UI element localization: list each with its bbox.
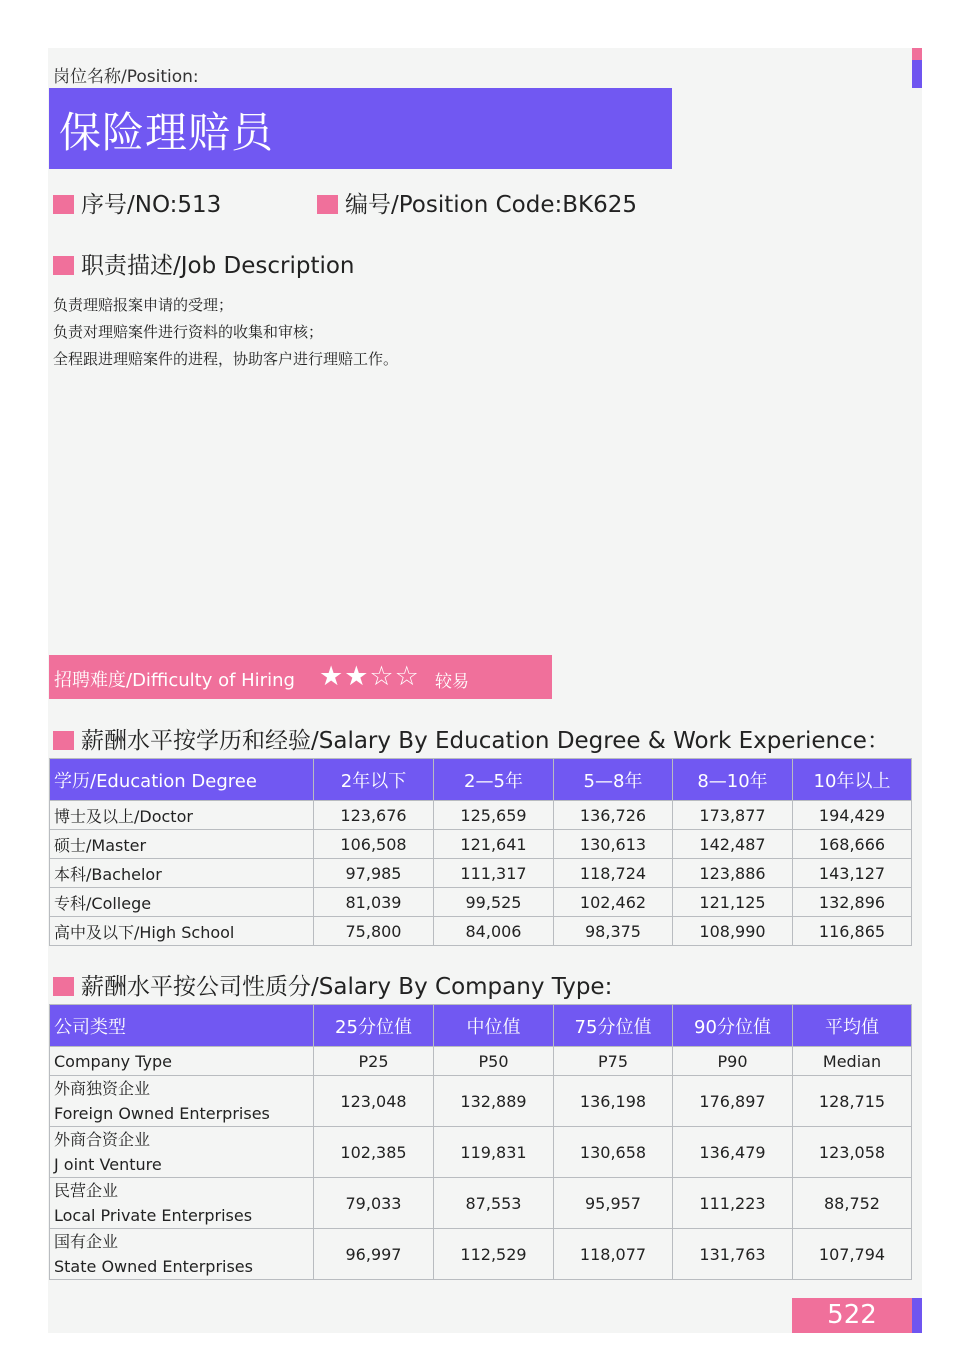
- table-cell: 123,048: [314, 1076, 434, 1127]
- table-cell: 111,223: [673, 1178, 793, 1229]
- table-cell: 123,886: [673, 859, 793, 888]
- company-type-cell: [50, 1127, 314, 1178]
- column-header: 公司类型: [50, 1005, 314, 1047]
- salary-company-heading-text: 薪酬水平按公司性质分/Salary By Company Type:: [81, 974, 613, 1000]
- corner-accent: [912, 48, 922, 88]
- column-header: 中位值: [434, 1005, 554, 1047]
- table-cell: 121,125: [673, 888, 793, 917]
- table-subheader-row: [50, 1047, 912, 1076]
- position-code-text: 编号/Position Code:BK625: [345, 192, 638, 218]
- table-cell: 102,462: [554, 888, 673, 917]
- company-type-cn: 外商独资企业: [54, 1079, 151, 1098]
- table-cell: Median: [793, 1047, 912, 1076]
- table-cell: 88,752: [793, 1178, 912, 1229]
- table-cell: 硕士/Master: [50, 830, 314, 859]
- job-description-body: [53, 292, 398, 373]
- company-type-en: J oint Venture: [54, 1155, 162, 1174]
- salary-company-table: [49, 1004, 912, 1280]
- company-type-cn: 国有企业: [54, 1232, 119, 1251]
- table-cell: 130,658: [554, 1127, 673, 1178]
- column-header: 平均值: [793, 1005, 912, 1047]
- bullet-square-icon: [317, 195, 338, 214]
- table-row: [50, 859, 912, 888]
- table-cell: 99,525: [434, 888, 554, 917]
- table-cell: 专科/College: [50, 888, 314, 917]
- table-cell: 143,127: [793, 859, 912, 888]
- table-row: [50, 830, 912, 859]
- table-cell: 79,033: [314, 1178, 434, 1229]
- corner-accent-pink: [912, 48, 922, 60]
- table-cell: 本科/Bachelor: [50, 859, 314, 888]
- table-cell: 142,487: [673, 830, 793, 859]
- job-description-line: 负责对理赔案件进行资料的收集和审核；: [53, 323, 324, 341]
- column-header: 2年以下: [314, 759, 434, 801]
- table-cell: 98,375: [554, 917, 673, 946]
- table-header-row: [50, 1005, 912, 1047]
- table-cell: 176,897: [673, 1076, 793, 1127]
- page-number: 522: [792, 1298, 912, 1333]
- table-cell: Company Type: [50, 1047, 314, 1076]
- company-type-cell: [50, 1229, 314, 1280]
- hiring-difficulty-label: 招聘难度/Difficulty of Hiring: [54, 670, 295, 691]
- table-cell: 112,529: [434, 1229, 554, 1280]
- hiring-difficulty-bar: [49, 655, 552, 699]
- table-cell: 116,865: [793, 917, 912, 946]
- company-type-en: State Owned Enterprises: [54, 1257, 253, 1276]
- table-cell: 102,385: [314, 1127, 434, 1178]
- table-cell: 87,553: [434, 1178, 554, 1229]
- table-cell: 130,613: [554, 830, 673, 859]
- table-cell: 75,800: [314, 917, 434, 946]
- table-header-row: [50, 759, 912, 801]
- column-header: 25分位值: [314, 1005, 434, 1047]
- hiring-difficulty-text: 较易: [435, 672, 469, 692]
- column-header: 5—8年: [554, 759, 673, 801]
- job-description-heading: [53, 247, 355, 280]
- bullet-square-icon: [53, 256, 74, 275]
- position-number: [53, 186, 221, 219]
- table-cell: 81,039: [314, 888, 434, 917]
- table-cell: 128,715: [793, 1076, 912, 1127]
- table-cell: 97,985: [314, 859, 434, 888]
- bullet-square-icon: [53, 195, 74, 214]
- column-header: 8—10年: [673, 759, 793, 801]
- column-header: 90分位值: [673, 1005, 793, 1047]
- table-cell: 136,726: [554, 801, 673, 830]
- column-header: 10年以上: [793, 759, 912, 801]
- bullet-square-icon: [53, 731, 74, 750]
- table-cell: 132,889: [434, 1076, 554, 1127]
- page-number-accent: [912, 1298, 922, 1333]
- company-type-cell: [50, 1178, 314, 1229]
- table-cell: P25: [314, 1047, 434, 1076]
- table-cell: 125,659: [434, 801, 554, 830]
- table-row: [50, 1178, 912, 1229]
- title-bar: [49, 88, 672, 169]
- table-cell: 96,997: [314, 1229, 434, 1280]
- table-cell: 194,429: [793, 801, 912, 830]
- corner-accent-purple: [912, 60, 922, 88]
- table-row: [50, 888, 912, 917]
- bullet-square-icon: [53, 977, 74, 996]
- table-cell: 118,077: [554, 1229, 673, 1280]
- table-row: [50, 1076, 912, 1127]
- position-number-text: 序号/NO:513: [81, 192, 222, 218]
- table-cell: 111,317: [434, 859, 554, 888]
- table-cell: P50: [434, 1047, 554, 1076]
- company-type-cell: [50, 1076, 314, 1127]
- table-cell: 123,058: [793, 1127, 912, 1178]
- company-type-en: Local Private Enterprises: [54, 1206, 253, 1225]
- table-cell: 95,957: [554, 1178, 673, 1229]
- salary-education-heading: [53, 722, 890, 755]
- table-cell: 131,763: [673, 1229, 793, 1280]
- table-row: [50, 917, 912, 946]
- table-row: [50, 801, 912, 830]
- table-row: [50, 1229, 912, 1280]
- position-code: [317, 186, 637, 219]
- job-description-line: 全程跟进理赔案件的进程，协助客户进行理赔工作。: [53, 350, 399, 368]
- column-header: 75分位值: [554, 1005, 673, 1047]
- salary-company-heading: [53, 968, 612, 1001]
- job-description-heading-text: 职责描述/Job Description: [81, 253, 355, 279]
- table-cell: 173,877: [673, 801, 793, 830]
- table-cell: 123,676: [314, 801, 434, 830]
- table-cell: 119,831: [434, 1127, 554, 1178]
- job-description-line: 负责理赔报案申请的受理；: [53, 296, 234, 314]
- position-title: 保险理赔员: [59, 108, 275, 157]
- position-label: 岗位名称/Position:: [53, 67, 199, 87]
- table-cell: P90: [673, 1047, 793, 1076]
- table-cell: 高中及以下/High School: [50, 917, 314, 946]
- column-header: 学历/Education Degree: [50, 759, 314, 801]
- table-cell: 168,666: [793, 830, 912, 859]
- table-cell: 121,641: [434, 830, 554, 859]
- salary-education-table: [49, 758, 912, 946]
- table-cell: 84,006: [434, 917, 554, 946]
- table-cell: 107,794: [793, 1229, 912, 1280]
- star-rating-icon: ★★☆☆: [319, 661, 420, 692]
- company-type-cn: 民营企业: [54, 1181, 119, 1200]
- company-type-en: Foreign Owned Enterprises: [54, 1104, 270, 1123]
- table-row: [50, 1127, 912, 1178]
- table-cell: 136,198: [554, 1076, 673, 1127]
- table-cell: 136,479: [673, 1127, 793, 1178]
- table-cell: 132,896: [793, 888, 912, 917]
- table-cell: 106,508: [314, 830, 434, 859]
- column-header: 2—5年: [434, 759, 554, 801]
- table-cell: 108,990: [673, 917, 793, 946]
- company-type-cn: 外商合资企业: [54, 1130, 151, 1149]
- table-cell: 118,724: [554, 859, 673, 888]
- table-cell: 博士及以上/Doctor: [50, 801, 314, 830]
- table-cell: P75: [554, 1047, 673, 1076]
- salary-education-heading-text: 薪酬水平按学历和经验/Salary By Education Degree & Work Experience：: [81, 728, 890, 754]
